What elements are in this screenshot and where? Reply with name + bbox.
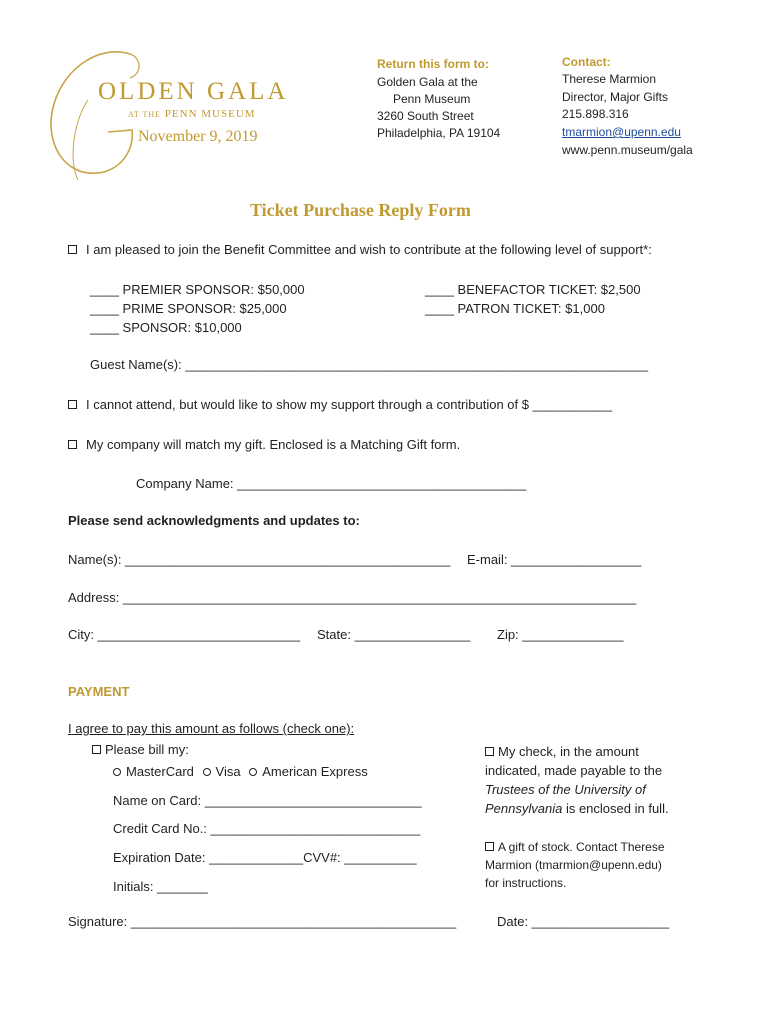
contact-website[interactable]: www.penn.museum/gala [562, 143, 693, 157]
ack-state-field[interactable]: State: ________________ [317, 627, 471, 642]
return-line-1: Golden Gala at the [377, 75, 478, 89]
acknowledgments-heading: Please send acknowledgments and updates to: [68, 513, 360, 528]
mastercard-label: MasterCard [126, 764, 194, 779]
cannot-attend-checkbox[interactable] [68, 400, 77, 409]
name-on-card-field[interactable]: Name on Card: ______________________________ [113, 793, 422, 808]
date-field[interactable]: Date: ___________________ [497, 914, 670, 929]
amex-label: American Express [262, 764, 368, 779]
initials-field[interactable]: Initials: _______ [113, 879, 208, 894]
support-option [68, 242, 652, 257]
logo-subtitle [128, 108, 256, 120]
level-prime-sponsor[interactable]: ____ PRIME SPONSOR: $25,000 [90, 301, 287, 316]
expiration-cvv-field[interactable]: Expiration Date: _____________CVV#: __________ [113, 850, 417, 865]
support-text: I am pleased to join the Benefit Committee and wish to contribute at the following level of support*: [86, 242, 652, 257]
stock-checkbox[interactable] [485, 842, 494, 851]
contact-name: Therese Marmion [562, 72, 657, 86]
matching-gift-option [68, 437, 460, 452]
level-benefactor-ticket[interactable]: ____ BENEFACTOR TICKET: $2,500 [425, 282, 641, 297]
payment-heading: PAYMENT [68, 684, 130, 699]
contact-title: Director, Major Gifts [562, 90, 669, 104]
visa-radio[interactable] [203, 768, 211, 776]
level-patron-ticket[interactable]: ____ PATRON TICKET: $1,000 [425, 301, 605, 316]
form-title: Ticket Purchase Reply Form [250, 200, 471, 220]
card-type-options [113, 764, 368, 779]
company-name-field[interactable]: Company Name: ________________________________________ [136, 476, 527, 491]
contact-phone: 215.898.316 [562, 107, 629, 121]
cannot-attend-text[interactable]: I cannot attend, but would like to show my support through a contribution of $ ___________ [86, 397, 613, 412]
return-to-heading: Return this form to: [377, 57, 489, 71]
level-sponsor[interactable]: ____ SPONSOR: $10,000 [90, 320, 242, 335]
logo-title: OLDEN GALA [98, 78, 289, 105]
visa-label: Visa [215, 764, 241, 779]
logo-subtitle-prefix: AT THE [128, 110, 162, 119]
stock-option [485, 838, 665, 892]
support-checkbox[interactable] [68, 245, 77, 254]
check-line-2: indicated, made payable to the [485, 763, 663, 778]
return-line-3: 3260 South Street [377, 109, 474, 123]
return-line-2: Penn Museum [393, 92, 471, 106]
ack-names-field[interactable]: Name(s): _____________________________________________ [68, 552, 451, 567]
logo [38, 40, 338, 190]
contact-heading: Contact: [562, 55, 611, 69]
payment-agree-text: I agree to pay this amount as follows (check one): [68, 721, 355, 736]
ack-address-field[interactable]: Address: _______________________________________________________________________ [68, 590, 637, 605]
matching-gift-checkbox[interactable] [68, 440, 77, 449]
stock-line-3: for instructions. [485, 876, 567, 890]
ack-zip-field[interactable]: Zip: ______________ [497, 627, 624, 642]
matching-gift-text: My company will match my gift. Enclosed is a Matching Gift form. [86, 437, 461, 452]
return-line-4: Philadelphia, PA 19104 [377, 126, 501, 140]
ack-email-field[interactable]: E-mail: __________________ [467, 552, 642, 567]
ack-city-field[interactable]: City: ____________________________ [68, 627, 301, 642]
guest-names-field[interactable]: Guest Name(s): ________________________________________________________________ [90, 357, 649, 372]
cannot-attend-option [68, 397, 612, 412]
amex-radio[interactable] [249, 768, 257, 776]
check-line-4: Pennsylvania is enclosed in full. [485, 801, 669, 816]
event-date: November 9, 2019 [138, 128, 258, 145]
check-line-1: My check, in the amount [485, 742, 669, 761]
stock-line-1: A gift of stock. Contact Therese [485, 838, 665, 856]
check-line-3: Trustees of the University of [485, 782, 646, 797]
bill-me-option [92, 742, 189, 757]
level-premier-sponsor[interactable]: ____ PREMIER SPONSOR: $50,000 [90, 282, 305, 297]
credit-card-number-field[interactable]: Credit Card No.: _____________________________ [113, 821, 421, 836]
stock-line-2: Marmion (tmarmion@upenn.edu) [485, 858, 662, 872]
logo-subtitle-main: PENN MUSEUM [164, 108, 256, 120]
mastercard-radio[interactable] [113, 768, 121, 776]
check-option [485, 742, 669, 818]
signature-field[interactable]: Signature: _____________________________________________ [68, 914, 457, 929]
contact-email-link[interactable]: tmarmion@upenn.edu [562, 125, 681, 139]
bill-me-checkbox[interactable] [92, 745, 101, 754]
bill-me-text: Please bill my: [105, 742, 189, 757]
check-checkbox[interactable] [485, 747, 494, 756]
